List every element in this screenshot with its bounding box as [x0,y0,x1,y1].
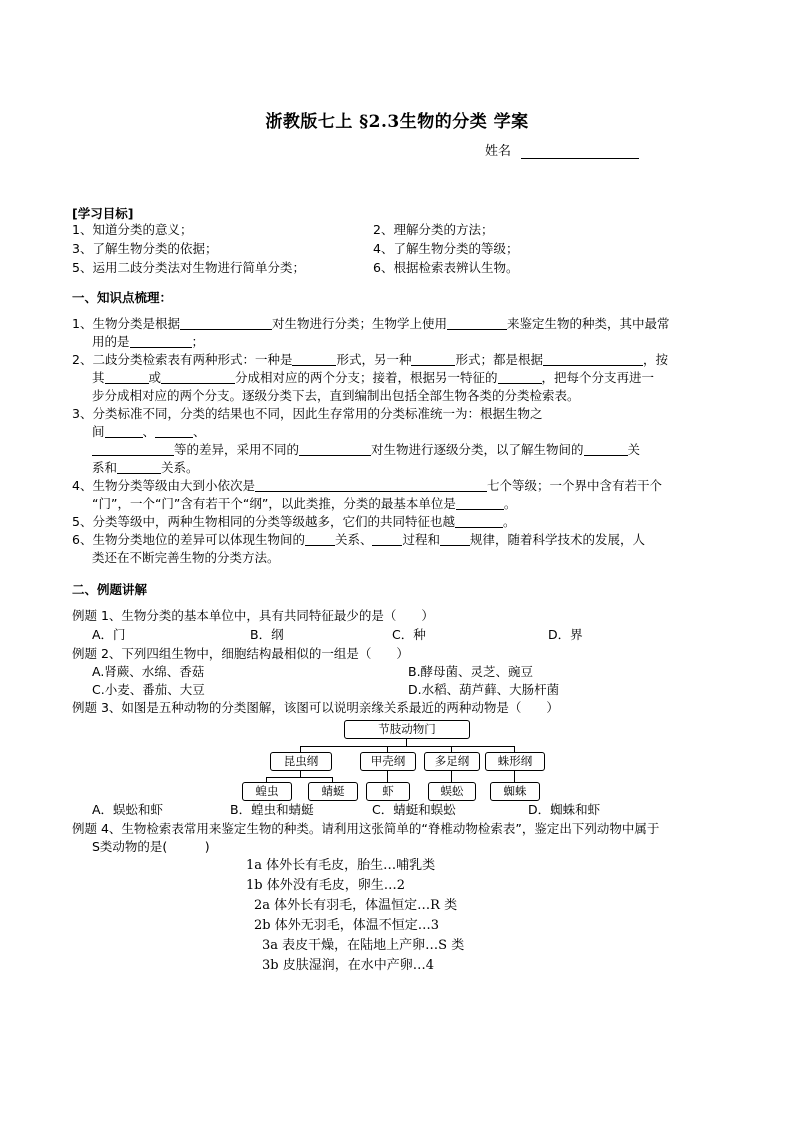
blank[interactable] [455,514,503,528]
k2-text-g: 分成相对应的两个分支；接着，根据另一特征的 [235,370,498,385]
k3-text-e: 等的差异，采用不同的 [174,442,300,457]
ex1-option-a[interactable]: A．门 [92,627,126,642]
goal-4: 4、了解生物分类的等级； [373,241,519,256]
tree-animal-box: 虾 [366,782,410,801]
name-field [485,140,639,159]
connector [387,771,388,782]
key-row-3b: 3b 皮肤湿润，在水中产卵…4 [262,958,434,973]
ex1-option-c[interactable]: C．种 [392,627,426,642]
k3-text-f: 对生物进行逐级分类，以了解生物间的 [371,442,584,457]
goal-5: 5、运用二歧分类法对生物进行简单分类； [72,260,305,275]
k3-text-d: 、 [193,424,206,439]
blank[interactable] [498,370,542,384]
ex3-option-a[interactable]: A．蜈蚣和虾 [92,802,164,817]
ex3-question: 例题 3、如图是五种动物的分类图解，该图可以说明亲缘关系最近的两种动物是（ ） [72,700,559,715]
section1-header: 一、知识点梳理： [72,290,173,305]
k6-line2: 类还在不断完善生物的分类方法。 [92,550,280,565]
k2-text-f: 或 [148,370,162,385]
ex1-option-b[interactable]: B．纲 [250,627,284,642]
blank[interactable] [411,352,455,366]
tree-animal-box: 蝗虫 [242,782,292,801]
blank[interactable] [255,478,487,492]
k2-text-h: ，把每个分支再进一 [541,370,655,385]
classification-diagram [238,716,548,800]
blank[interactable] [161,370,235,384]
goal-6: 6、根据检索表辨认生物。 [373,260,519,275]
goals-header: [学习目标] [72,206,134,221]
tree-class-box: 甲壳纲 [360,752,416,771]
blank[interactable] [372,532,402,546]
ex2-option-d[interactable]: D.水稻、葫芦藓、大肠杆菌 [408,682,560,697]
k6-text-b: 关系、 [334,532,373,547]
blank[interactable] [299,442,371,456]
blank[interactable] [292,352,336,366]
blank[interactable] [155,424,193,438]
k1-text-a: 1、生物分类是根据 [72,316,180,331]
k2-text-a: 2、二歧分类检索表有两种形式：一种是 [72,352,293,367]
ex2-question: 例题 2、下列四组生物中，细胞结构最相似的一组是（ ） [72,646,409,661]
k2-text-e: 其 [92,370,105,385]
k3-line3 [92,441,640,459]
connector [266,777,332,778]
k4-line1 [72,477,662,495]
blank[interactable] [440,532,470,546]
k6-text-c: 过程和 [402,532,440,547]
page-title: 浙教版七上 §2.3生物的分类 学案 [265,112,529,132]
k3-line4 [92,459,199,477]
tree-class-box: 多足纲 [424,752,480,771]
k4-text-c: “门”，一个“门”含有若干个“纲”，以此类推，分类的最基本单位是 [92,496,456,511]
name-label: 姓名 [485,144,512,159]
blank[interactable] [130,334,192,348]
goal-2: 2、理解分类的方法； [373,222,494,237]
blank[interactable] [543,352,643,366]
key-row-1b: 1b 体外没有毛皮，卵生…2 [246,878,405,893]
ex1-question: 例题 1、生物分类的基本单位中，具有共同特征最少的是（ ） [72,608,434,623]
key-row-2b: 2b 体外无羽毛，体温不恒定…3 [254,918,439,933]
k5-line [72,513,515,531]
blank[interactable] [456,496,504,510]
k5-text-b: 。 [502,514,516,529]
blank[interactable] [105,424,143,438]
tree-class-box: 昆虫纲 [270,752,332,771]
ex4-question-line1: 例题 4、生物检索表常用来鉴定生物的种类。请利用这张简单的“脊椎动物检索表”，鉴定出下列动物中属于 [72,821,660,836]
k6-line1 [72,531,645,549]
k3-text-h: 系和 [92,460,118,475]
blank[interactable] [447,316,507,330]
key-row-1a: 1a 体外长有毛皮，胎生…哺乳类 [246,858,436,873]
section2-header: 二、例题讲解 [72,582,148,597]
ex1-option-d[interactable]: D．界 [548,627,583,642]
name-blank[interactable] [521,144,639,159]
k6-text-d: 规律，随着科学技术的发展，人 [470,532,646,547]
k3-text-g: 关 [627,442,641,457]
ex3-option-b[interactable]: B．蝗虫和蜻蜓 [230,802,314,817]
ex3-option-c[interactable]: C．蜻蜓和蜈蚣 [372,802,456,817]
k5-text-a: 5、分类等级中，两种生物相同的分类等级越多，它们的共同特征也越 [72,514,455,529]
k6-text-a: 6、生物分类地位的差异可以体现生物间的 [72,532,305,547]
k4-text-b: 七个等级；一个界中含有若干个 [486,478,662,493]
ex2-option-a[interactable]: A.肾蕨、水绵、香菇 [92,664,205,679]
tree-animal-box: 蜈蚣 [428,782,476,801]
blank[interactable] [117,460,161,474]
connector [514,771,515,782]
k1-line1 [72,315,670,333]
k2-text-b: 形式，另一种 [336,352,412,367]
k1-text-c: 来鉴定生物的种类，其中最常 [506,316,670,331]
key-row-2a: 2a 体外长有羽毛，体温恒定…R 类 [254,898,458,913]
ex2-option-c[interactable]: C.小麦、番茄、大豆 [92,682,205,697]
k4-text-a: 4、生物分类等级由大到小依次是 [72,478,255,493]
k2-text-d: ，按 [643,352,669,367]
tree-class-box: 蛛形纲 [485,752,545,771]
k2-text-c: 形式；都是根据 [455,352,543,367]
tree-root-box: 节肢动物门 [344,720,470,739]
k3-text-i: 关系。 [161,460,199,475]
ex2-option-b[interactable]: B.酵母菌、灵芝、豌豆 [408,664,534,679]
tree-animal-box: 蜘蛛 [490,782,540,801]
k1-text-d: 用的是 [92,334,130,349]
k1-text-b: 对生物进行分类；生物学上使用 [271,316,447,331]
k4-line2 [92,495,516,513]
goal-3: 3、了解生物分类的依据； [72,241,218,256]
blank[interactable] [305,532,335,546]
k2-line3: 步分成相对应的两个分支。逐级分类下去，直到编制出包括全部生物各类的分类检索表。 [92,388,580,403]
goal-1: 1、知道分类的意义； [72,222,193,237]
ex4-question-line2: S类动物的是( ) [92,839,210,854]
tree-animal-box: 蜻蜓 [308,782,358,801]
connector [406,739,407,746]
blank[interactable] [584,442,628,456]
blank[interactable] [105,370,149,384]
connector [300,746,514,747]
k3-text-c: 、 [142,424,156,439]
blank[interactable] [92,442,174,456]
ex3-option-d[interactable]: D．蜘蛛和虾 [528,802,601,817]
k3-text-b: 间 [92,424,105,439]
k1-text-e: ； [191,334,205,349]
k2-line1 [72,351,668,369]
k4-text-d: 。 [503,496,517,511]
k2-line2 [92,369,654,387]
blank[interactable] [180,316,272,330]
k3-line2 [92,423,206,441]
k3-line1: 3、分类标准不同，分类的结果也不同，因此生存常用的分类标准统一为：根据生物之 [72,406,543,421]
k1-line2 [92,333,204,351]
key-row-3a: 3a 表皮干燥，在陆地上产卵…S 类 [262,938,465,953]
connector [451,771,452,782]
